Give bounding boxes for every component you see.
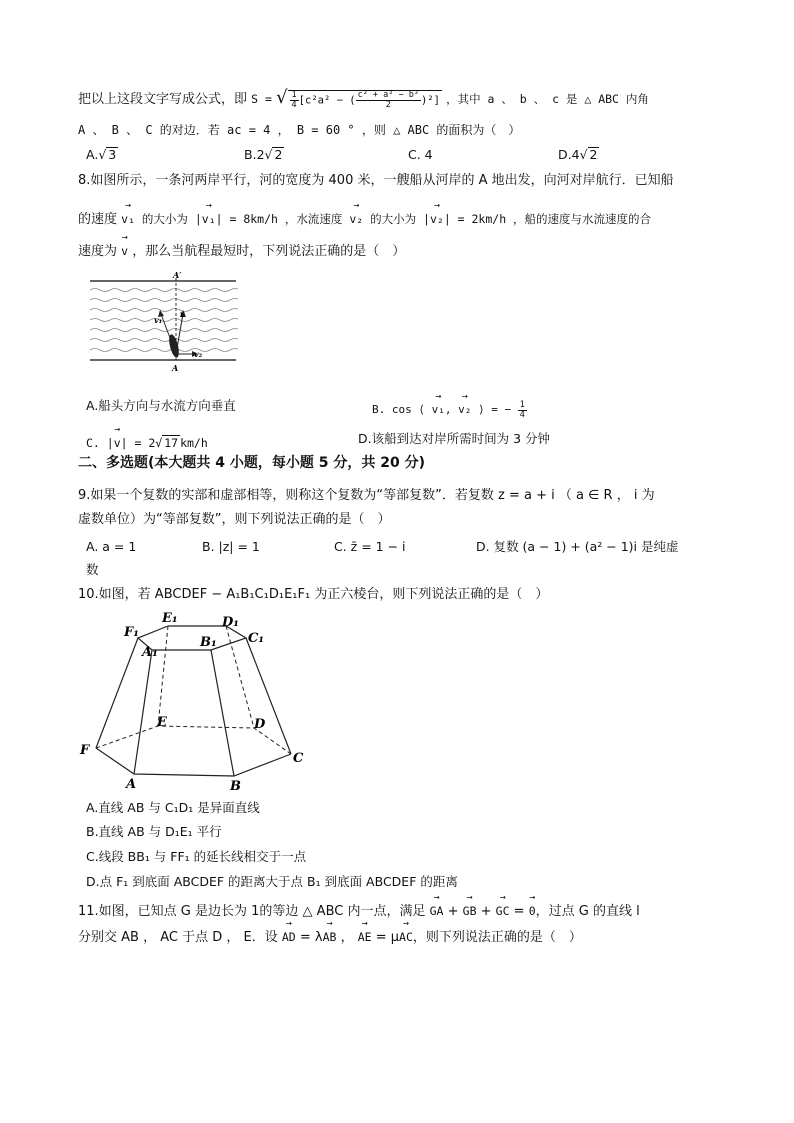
label-d: D [254,717,266,732]
q9-option-c: C. z̄ = 1 − i [334,539,406,554]
river-figure [88,272,238,376]
label-a: A [126,777,137,792]
label-v1: v₁ [154,315,163,325]
q10-line-1: 10.如图，若 ABCDEF − A₁B₁C₁D₁E₁F₁ 为正六棱台，则下列说法正确的是（ ） [78,587,549,602]
q11-line-1: 11.如图，已知点 G 是边长为 1的等边 △ ABC 内一点，满足 → GA + → GB + → GC = → 0，过点 G 的直线 l [78,898,640,921]
q8-line-2: 的速度 → v₁ 的大小为 |→ v₁| = 8km/h ，水流速度 → v₂ 的大小为 |→ v₂| = 2km/h ，船的速度与水流速度的合 [78,206,651,229]
q8-line-1: 8.如图所示，一条河两岸平行，河的宽度为 400 米，一艘船从河岸的 A 地出发，向河对岸航行．已知船 [78,173,674,188]
section-title-multiple-choice: 二、多选题(本大题共 4 小题，每小题 5 分，共 20 分) [78,455,426,471]
label-a: A [172,363,179,373]
q9-line-1: 9.如果一个复数的实部和虚部相等，则称这个复数为“等部复数”．若复数 z = a + i （ a ∈ R ， i 为 [78,488,655,503]
q8-option-d: D.该船到达对岸所需时间为 3 分钟 [358,431,550,446]
label-c1: C₁ [248,631,265,646]
q10-option-c: C.线段 BB₁ 与 FF₁ 的延长线相交于一点 [86,849,307,864]
q7-option-b: B.2√ 2 [244,147,283,162]
q10-option-d: D.点 F₁ 到底面 ABCDEF 的距离大于点 B₁ 到底面 ABCDEF 的距离 [86,874,458,889]
q8-line-3: 速度为 → v ，那么当航程最短时，下列说法正确的是（ ） [78,238,405,261]
fraction-quarter-b: $\frac{1}{4}$ [519,399,525,420]
q7-line-1: 把以上这段文字写成公式，即 S = √ $\frac{1}{4}$ [c²a² − ( $\frac{\text{c² + a² − b²}}{2}$ )²] ，其中 a 、 b 、 c 是 △ ABC 内角 [78,87,649,110]
q9-option-d: D. 复数 (a − 1) + (a² − 1)i 是纯虚 [476,539,679,554]
label-d1: D₁ [222,615,239,630]
label-b: B [230,779,241,794]
q8-option-b: B. cos ⟨ → v₁, → v₂ ⟩ = − $\frac{1}{4}$ [372,397,527,420]
q9-option-b: B. |z| = 1 [202,539,260,554]
q8-option-c: C. |→ v| = 2√ 17 km/h [86,430,208,452]
sqrt-formula: √ $\frac{1}{4}$ [c²a² − ( $\frac{\text{c² + a² − b²}}{2}$ )²] [276,87,440,110]
label-a-prime: A′ [173,272,182,280]
label-v: v [180,309,185,319]
q7-option-a: A.√ 3 [86,147,117,162]
q10-option-a: A.直线 AB 与 C₁D₁ 是异面直线 [86,800,260,815]
q7-option-d: D.4√ 2 [558,147,598,162]
label-a1: A₁ [142,645,158,660]
q11-line-2: 分别交 AB ， AC 于点 D ， E．设 → AD = λ→ AB ， → AE = μ→ AC，则下列说法正确的是（ ） [78,924,582,947]
q9-line-2: 虚数单位）为“等部复数”，则下列说法正确的是（ ） [78,512,391,527]
hexagonal-frustum-figure [76,608,316,794]
label-e1: E₁ [162,611,178,626]
q9-option-a: A. a = 1 [86,539,137,554]
label-f: F [80,743,90,758]
label-b1: B₁ [200,635,217,650]
label-c: C [293,751,304,766]
q8-option-a: A.船头方向与水流方向垂直 [86,398,236,413]
fraction-quarter: $\frac{1}{4}$ [291,89,297,110]
q9-option-d-continued: 数 [86,562,99,577]
fraction-cosine: $\frac{\text{c² + a² − b²}}{2}$ [357,89,419,110]
label-e: E [157,715,167,730]
label-v2: v₂ [194,349,203,359]
q10-option-b: B.直线 AB 与 D₁E₁ 平行 [86,824,222,839]
q7-option-c: C. 4 [408,147,433,162]
q7-line-2: A 、 B 、 C 的对边．若 ac = 4 ， B = 60 ° ，则 △ ABC 的面积为（ ） [78,123,521,137]
label-f1: F₁ [124,625,139,640]
